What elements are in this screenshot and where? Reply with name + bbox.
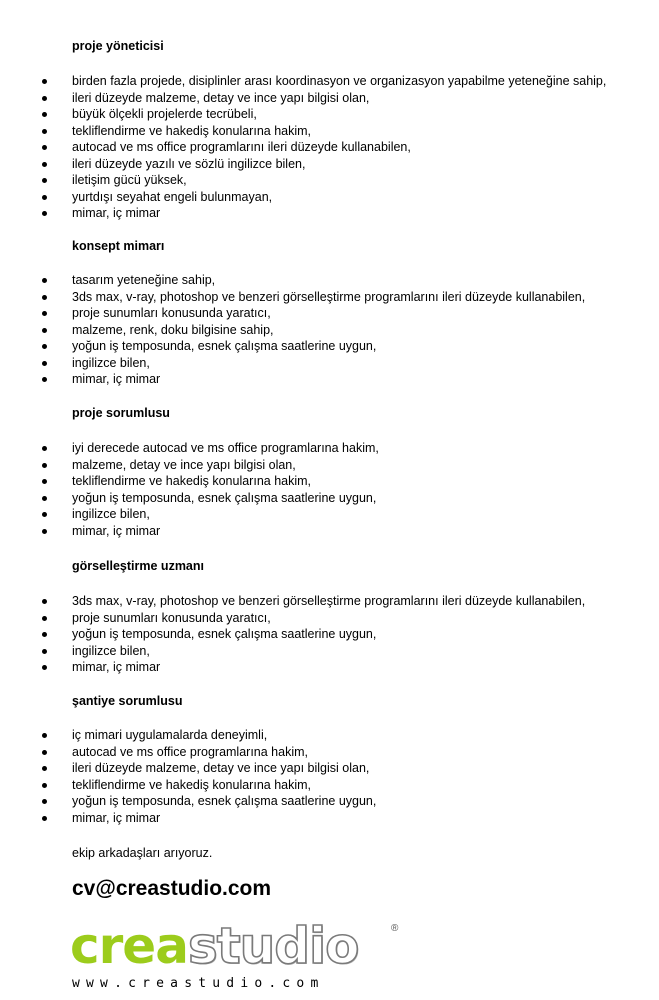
list-item: mimar, iç mimar (0, 523, 659, 540)
contact-email-link[interactable]: cv@creastudio.com (72, 877, 272, 900)
creastudio-logo (70, 918, 410, 998)
closing-text: ekip arkadaşları arıyoruz. (72, 846, 213, 860)
list-item: proje sunumları konusunda yaratıcı, (0, 610, 659, 627)
section-title: şantiye sorumlusu (72, 694, 183, 708)
list-item: ileri düzeyde malzeme, detay ve ince yapı bilgisi olan, (0, 90, 659, 107)
website-url[interactable]: www.creastudio.com (72, 976, 325, 991)
list-item: 3ds max, v-ray, photoshop ve benzeri görselleştirme programlarını ileri düzeyde kullanabilen, (0, 289, 659, 306)
list-item: mimar, iç mimar (0, 205, 659, 222)
list-item: malzeme, renk, doku bilgisine sahip, (0, 322, 659, 339)
list-item: iletişim gücü yüksek, (0, 172, 659, 189)
list-item: tasarım yeteneğine sahip, (0, 272, 659, 289)
list-item: malzeme, detay ve ince yapı bilgisi olan, (0, 457, 659, 474)
registered-mark-icon: ® (391, 923, 399, 934)
section-title: proje yöneticisi (72, 39, 164, 53)
list-item: tekliflendirme ve hakediş konularına hakim, (0, 777, 659, 794)
list-item: yoğun iş temposunda, esnek çalışma saatlerine uygun, (0, 490, 659, 507)
list-item: büyük ölçekli projelerde tecrübeli, (0, 106, 659, 123)
list-item: iyi derecede autocad ve ms office programlarına hakim, (0, 440, 659, 457)
section-title: görselleştirme uzmanı (72, 559, 204, 573)
logo-crea-text: crea (70, 917, 188, 975)
list-item: mimar, iç mimar (0, 371, 659, 388)
list-item: ingilizce bilen, (0, 643, 659, 660)
list-item: autocad ve ms office programlarını ileri düzeyde kullanabilen, (0, 139, 659, 156)
list-item: ileri düzeyde malzeme, detay ve ince yapı bilgisi olan, (0, 760, 659, 777)
section-title: proje sorumlusu (72, 406, 170, 420)
list-item: yurtdışı seyahat engeli bulunmayan, (0, 189, 659, 206)
requirements-list (0, 73, 659, 222)
logo-wordmark (70, 918, 359, 974)
list-item: birden fazla projede, disiplinler arası koordinasyon ve organizasyon yapabilme yeteneğine sahip, (0, 73, 659, 90)
list-item: yoğun iş temposunda, esnek çalışma saatlerine uygun, (0, 626, 659, 643)
list-item: ingilizce bilen, (0, 355, 659, 372)
list-item: tekliflendirme ve hakediş konularına hakim, (0, 123, 659, 140)
requirements-list (0, 440, 659, 539)
list-item: 3ds max, v-ray, photoshop ve benzeri görselleştirme programlarını ileri düzeyde kullanabilen, (0, 593, 659, 610)
list-item: mimar, iç mimar (0, 810, 659, 827)
list-item: proje sunumları konusunda yaratıcı, (0, 305, 659, 322)
list-item: yoğun iş temposunda, esnek çalışma saatlerine uygun, (0, 793, 659, 810)
section-title: konsept mimarı (72, 239, 165, 253)
requirements-list (0, 593, 659, 676)
list-item: autocad ve ms office programlarına hakim, (0, 744, 659, 761)
list-item: tekliflendirme ve hakediş konularına hakim, (0, 473, 659, 490)
requirements-list (0, 727, 659, 826)
list-item: mimar, iç mimar (0, 659, 659, 676)
list-item: yoğun iş temposunda, esnek çalışma saatlerine uygun, (0, 338, 659, 355)
list-item: ingilizce bilen, (0, 506, 659, 523)
logo-studio-text: studio (187, 917, 359, 975)
list-item: ileri düzeyde yazılı ve sözlü ingilizce bilen, (0, 156, 659, 173)
list-item: iç mimari uygulamalarda deneyimli, (0, 727, 659, 744)
requirements-list (0, 272, 659, 388)
